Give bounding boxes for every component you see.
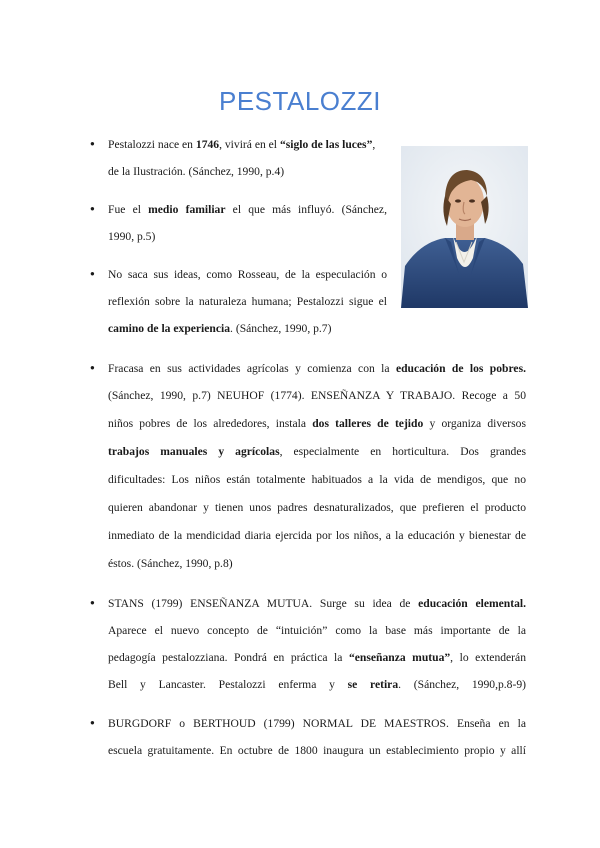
bullet-text-line: reflexión sobre la naturaleza humana; Pestalozzi sigue el xyxy=(108,295,387,308)
page-title: PESTALOZZI xyxy=(219,86,381,116)
bold-emphasis: educación de los pobres. xyxy=(395,362,526,375)
bullet-text-line: quieren abandonar y tienen unos padres desnaturalizados, que prefieren el producto xyxy=(108,501,526,514)
bullet-marker: ● xyxy=(90,269,95,278)
bullet-text-line: BURGDORF o BERTHOUD (1799) NORMAL DE MAESTROS. Enseña en la xyxy=(108,717,526,730)
bold-emphasis: camino de la experiencia xyxy=(108,322,231,335)
bold-emphasis: “siglo de las luces” xyxy=(279,138,373,151)
bullet-marker: ● xyxy=(90,204,95,213)
bullet-text-line: éstos. (Sánchez, 1990, p.8) xyxy=(108,557,233,570)
bold-emphasis: se retira xyxy=(347,678,399,691)
bold-emphasis: educación elemental. xyxy=(418,597,526,610)
bullet-marker: ● xyxy=(90,363,95,372)
bullet-text-line: niños pobres de los alrededores, instala dos talleres de tejido y organiza diversos xyxy=(108,417,526,430)
bold-emphasis: “enseñanza mutua” xyxy=(348,651,451,664)
bullet-text-line: No saca sus ideas, como Rosseau, de la especulación o xyxy=(108,268,387,281)
portrait-illustration xyxy=(401,146,528,308)
bold-emphasis: dos talleres de tejido xyxy=(312,417,424,430)
bullet-text-line: Fracasa en sus actividades agrícolas y comienza con la educación de los pobres. xyxy=(108,362,526,375)
bullet-text-line: pedagogía pestalozziana. Pondrá en práctica la “enseñanza mutua”, lo extenderán xyxy=(108,651,526,664)
bold-emphasis: medio familiar xyxy=(148,203,226,216)
bullet-text-line: Aparece el nuevo concepto de “intuición” como la base más importante de la xyxy=(108,624,526,637)
bullet-text-line: inmediato de la mendicidad diaria ejercida por los niños, a la educación y bienestar de xyxy=(108,529,526,542)
bullet-text-line: camino de la experiencia. (Sánchez, 1990, p.7) xyxy=(108,322,332,335)
bullet-text-line: escuela gratuitamente. En octubre de 1800 inaugura un establecimiento propio y allí xyxy=(108,744,526,757)
pestalozzi-portrait xyxy=(401,146,528,308)
bullet-marker: ● xyxy=(90,718,95,727)
bullet-text-line: dificultades: Los niños están totalmente habituados a la vida de mendigos, que no xyxy=(108,473,526,486)
bullet-marker: ● xyxy=(90,598,95,607)
bullet-text-line: Bell y Lancaster. Pestalozzi enferma y se retira. (Sánchez, 1990,p.8-9) xyxy=(108,678,526,691)
bullet-text-line: 1990, p.5) xyxy=(108,230,156,243)
bullet-text-line: trabajos manuales y agrícolas, especialmente en horticultura. Dos grandes xyxy=(108,445,527,458)
bullet-text-line: de la Ilustración. (Sánchez, 1990, p.4) xyxy=(108,165,285,178)
bullet-text-line: (Sánchez, 1990, p.7) NEUHOF (1774). ENSEÑANZA Y TRABAJO. Recoge a 50 xyxy=(108,389,526,402)
bold-emphasis: 1746 xyxy=(195,138,220,151)
bold-emphasis: trabajos manuales y agrícolas xyxy=(108,445,280,458)
bullet-marker: ● xyxy=(90,139,95,148)
bullet-text-line: Pestalozzi nace en 1746, vivirá en el “siglo de las luces”, xyxy=(108,138,376,151)
bullet-text-line: STANS (1799) ENSEÑANZA MUTUA. Surge su idea de educación elemental. xyxy=(108,597,526,610)
bullet-text-line: Fue el medio familiar el que más influyó. (Sánchez, xyxy=(108,203,387,216)
